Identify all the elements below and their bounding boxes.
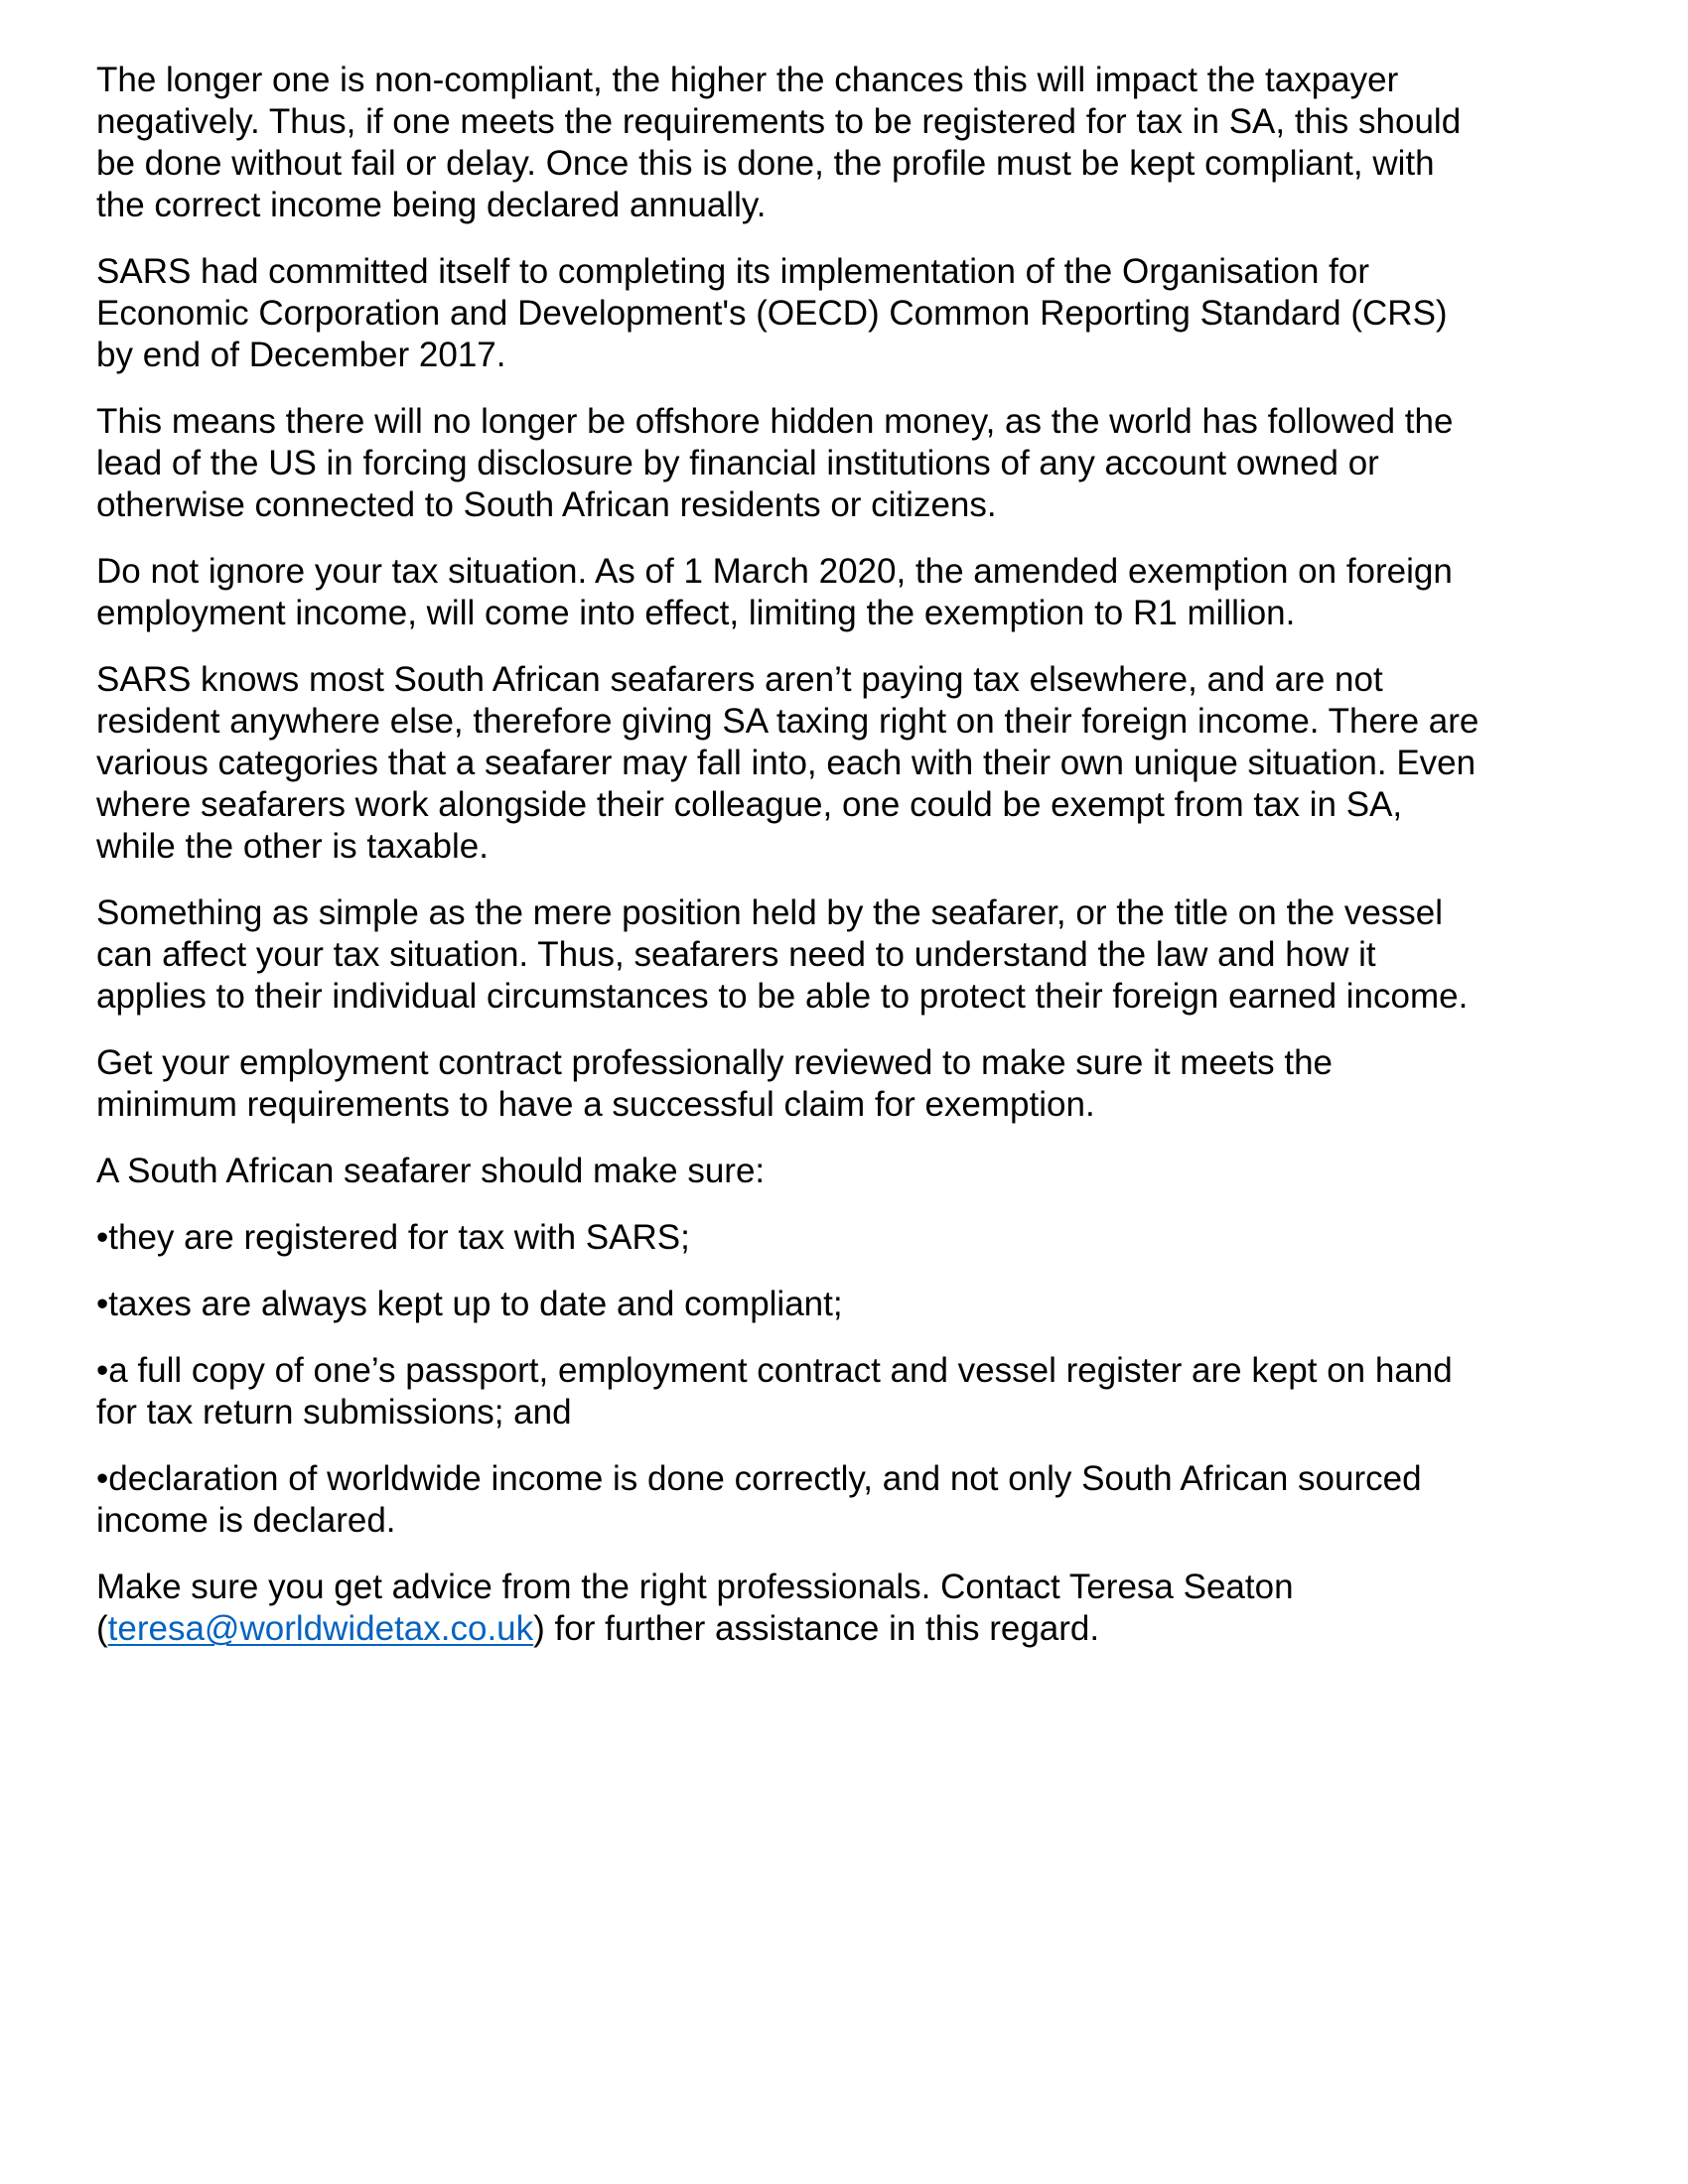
paragraph-noncompliance xyxy=(96,60,1625,226)
bullet-item-documents xyxy=(96,1350,1625,1433)
bullet-icon: • xyxy=(96,1218,109,1257)
text-line: the correct income being declared annually. xyxy=(96,186,767,224)
bullet-icon: • xyxy=(96,1285,109,1323)
text-line: can affect your tax situation. Thus, seafarers need to understand the law and how it xyxy=(96,935,1376,974)
paragraph-seafarers xyxy=(96,659,1625,868)
text-line: while the other is taxable. xyxy=(96,827,489,866)
text-line: Economic Corporation and Development's (OECD) Common Reporting Standard (CRS) xyxy=(96,294,1448,333)
paragraph-crs xyxy=(96,251,1625,376)
text-line: This means there will no longer be offshore hidden money, as the world has followed the xyxy=(96,402,1454,441)
bullet-text: taxes are always kept up to date and compliant; xyxy=(108,1285,843,1323)
bullet-line xyxy=(96,1350,1625,1392)
bullet-item-declaration xyxy=(96,1458,1625,1542)
bullet-text: they are registered for tax with SARS; xyxy=(108,1218,690,1257)
text-line: resident anywhere else, therefore giving SA taxing right on their foreign income. There are xyxy=(96,702,1479,741)
text-line: for tax return submissions; and xyxy=(96,1393,572,1432)
text-line: negatively. Thus, if one meets the requirements to be registered for tax in SA, this should xyxy=(96,102,1462,141)
text-line: SARS had committed itself to completing its implementation of the Organisation for xyxy=(96,252,1369,291)
bullet-icon: • xyxy=(96,1351,109,1390)
text-line: otherwise connected to South African residents or citizens. xyxy=(96,485,997,524)
bullet-text: a full copy of one’s passport, employment contract and vessel register are kept on hand xyxy=(108,1351,1453,1390)
bullet-item-registered xyxy=(96,1217,1625,1259)
text-line: various categories that a seafarer may fall into, each with their own unique situation. Even xyxy=(96,744,1477,782)
text-line: A South African seafarer should make sure: xyxy=(96,1152,766,1190)
paragraph-position xyxy=(96,892,1625,1018)
text-line: employment income, will come into effect, limiting the exemption to R1 million. xyxy=(96,594,1296,632)
document-body xyxy=(96,60,1625,1650)
text-line: minimum requirements to have a successful claim for exemption. xyxy=(96,1085,1095,1124)
text-line: The longer one is non-compliant, the higher the chances this will impact the taxpayer xyxy=(96,61,1399,99)
bullet-line xyxy=(96,1458,1625,1500)
text-line: lead of the US in forcing disclosure by financial institutions of any account owned or xyxy=(96,444,1379,482)
paragraph-offshore xyxy=(96,401,1625,526)
text-line: be done without fail or delay. Once this is done, the profile must be kept compliant, with xyxy=(96,144,1435,183)
closing-suffix: ) for further assistance in this regard. xyxy=(533,1609,1100,1648)
bullet-text: declaration of worldwide income is done correctly, and not only South African sourced xyxy=(108,1459,1422,1498)
text-line: income is declared. xyxy=(96,1501,396,1540)
contact-line xyxy=(96,1608,1625,1650)
paragraph-contract xyxy=(96,1042,1625,1126)
open-paren: ( xyxy=(96,1609,108,1648)
bullet-item-compliant xyxy=(96,1284,1625,1325)
email-link[interactable]: teresa@worldwidetax.co.uk xyxy=(107,1609,534,1648)
bullet-icon: • xyxy=(96,1459,109,1498)
text-line: Get your employment contract professionally reviewed to make sure it meets the xyxy=(96,1043,1333,1082)
bullet-line xyxy=(96,1217,1625,1259)
text-line: Make sure you get advice from the right professionals. Contact Teresa Seaton xyxy=(96,1568,1294,1606)
text-line: Something as simple as the mere position held by the seafarer, or the title on the vessel xyxy=(96,893,1444,932)
text-line: where seafarers work alongside their colleague, one could be exempt from tax in SA, xyxy=(96,785,1403,824)
paragraph-closing xyxy=(96,1567,1625,1650)
bullet-line xyxy=(96,1284,1625,1325)
text-line: Do not ignore your tax situation. As of 1 March 2020, the amended exemption on foreign xyxy=(96,552,1453,591)
text-line: applies to their individual circumstances to be able to protect their foreign earned income. xyxy=(96,977,1469,1016)
text-line: SARS knows most South African seafarers aren’t paying tax elsewhere, and are not xyxy=(96,660,1383,699)
paragraph-checklist-intro xyxy=(96,1151,1625,1192)
text-line: by end of December 2017. xyxy=(96,336,506,374)
paragraph-exemption xyxy=(96,551,1625,634)
